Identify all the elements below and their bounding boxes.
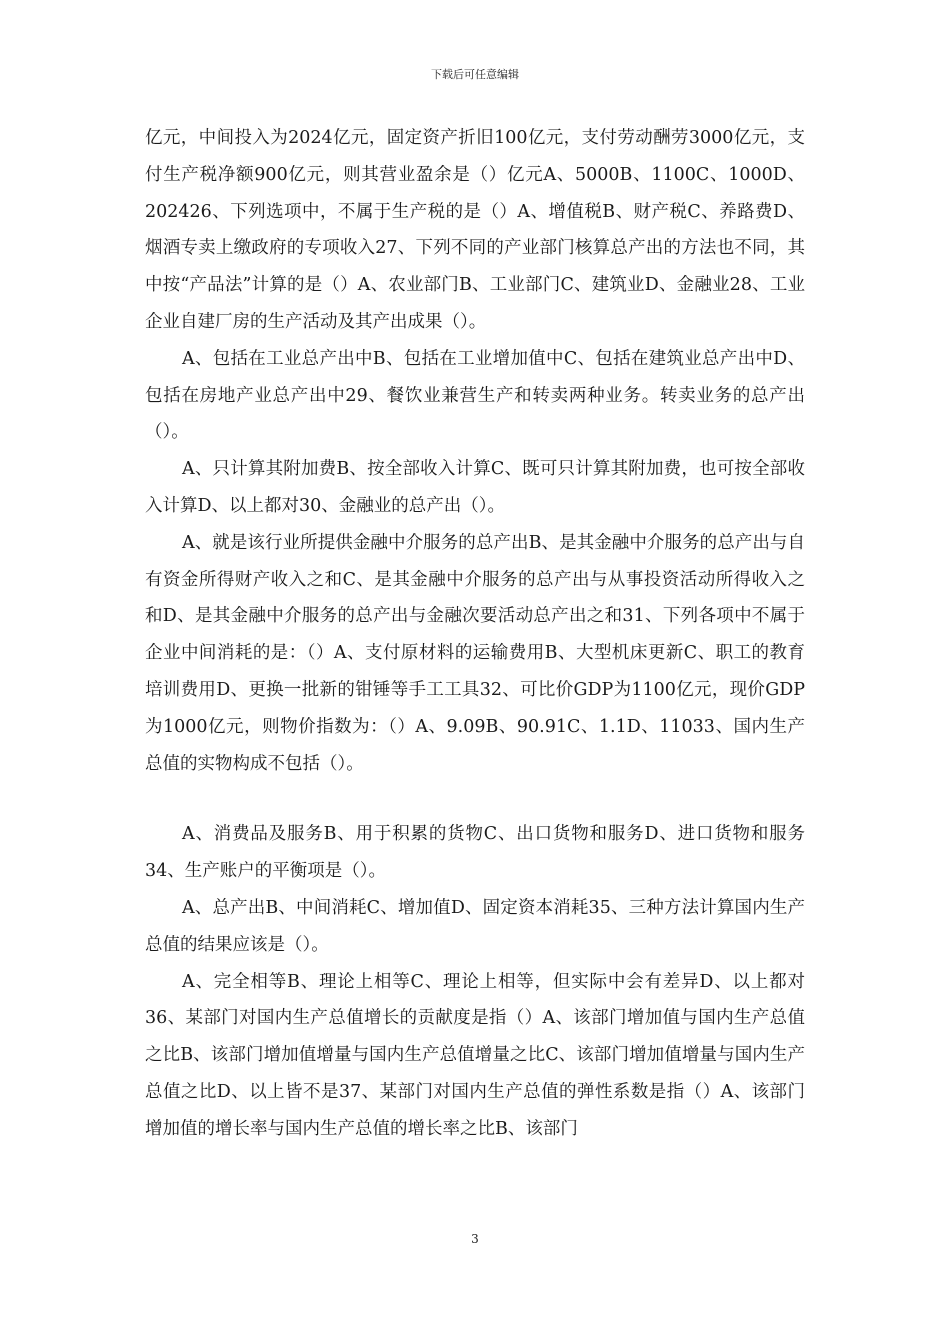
paragraph-options-28-29: A、包括在工业总产出中B、包括在工业增加值中C、包括在建筑业总产出中D、包括在房地产业总产出中29、餐饮业兼营生产和转卖两种业务。转卖业务的总产出（）。	[145, 348, 805, 443]
page-number: 3	[471, 1232, 479, 1246]
paragraph-options-33-34: A、消费品及服务B、用于积累的货物C、出口货物和服务D、进口货物和服务34、生产账户的平衡项是（）。	[145, 824, 805, 882]
document-body	[145, 120, 805, 1148]
paragraph-options-29-30: A、只计算其附加费B、按全部收入计算C、既可只计算其附加费，也可按全部收入计算D、以上都对30、金融业的总产出（）。	[145, 459, 805, 516]
paragraph-options-30-33: A、就是该行业所提供金融中介服务的总产出B、是其金融中介服务的总产出与自有资金所得财产收入之和C、是其金融中介服务的总产出与从事投资活动所得收入之和D、是其金融中介服务的总产出与金融次要活动总产出之和31、下列各项中不属于企业中间消耗的是：（）A、支付原材料的运输费用B、大型机床更新C、职工的教育培训费用D、更换一批新的钳锤等手工工具32、可比价GDP为1100亿元，现价GDP为1000亿元，则物价指数为：（）A、9.09B、90.91C、1.1D、11033、国内生产总值的实物构成不包括（）。	[145, 532, 805, 774]
paragraph-options-35-37: A、完全相等B、理论上相等C、理论上相等，但实际中会有差异D、以上都对36、某部门对国内生产总值增长的贡献度是指（）A、该部门增加值与国内生产总值之比B、该部门增加值增量与国内生产总值增量之比C、该部门增加值增量与国内生产总值之比D、以上皆不是37、某部门对国内生产总值的弹性系数是指（）A、该部门增加值的增长率与国内生产总值的增长率之比B、该部门	[145, 971, 805, 1139]
paragraph-questions-25-28: 亿元，中间投入为2024亿元，固定资产折旧100亿元，支付劳动酬劳3000亿元，支付生产税净额900亿元，则其营业盈余是（）亿元A、5000B、1100C、1000D、202426、下列选项中，不属于生产税的是（）A、增值税B、财产税C、养路费D、烟酒专卖上缴政府的专项收入27、下列不同的产业部门核算总产出的方法也不同，其中按“产品法”计算的是（）A、农业部门B、工业部门C、建筑业D、金融业28、工业企业自建厂房的生产活动及其产出成果（）。	[145, 128, 805, 332]
paragraph-gap	[145, 782, 805, 816]
paragraph-options-34-35: A、总产出B、中间消耗C、增加值D、固定资本消耗35、三种方法计算国内生产总值的结果应该是（）。	[145, 897, 805, 955]
page-header: 下载后可任意编辑	[431, 68, 519, 81]
